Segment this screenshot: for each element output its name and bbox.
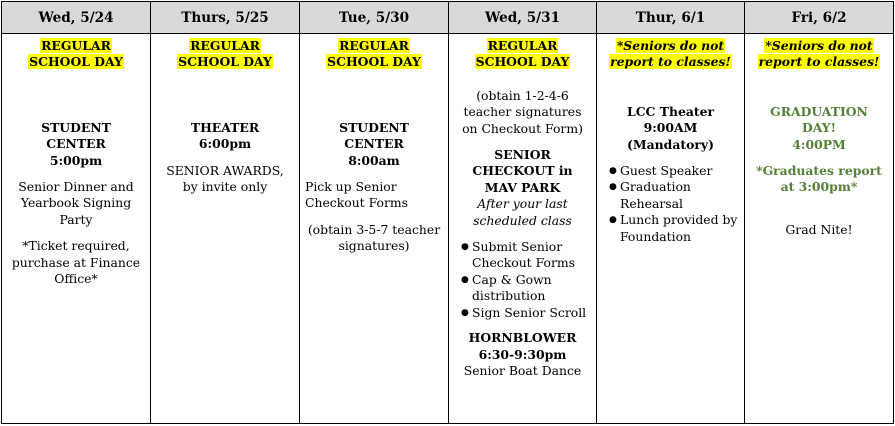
second-event-description: Senior Boat Dance (463, 362, 582, 378)
rehearsal-list (609, 163, 744, 245)
list-item: ● Submit Senior Checkout Forms (461, 239, 596, 272)
day-cell-wed-5-31 (449, 34, 597, 424)
second-event: HORNBLOWER 6:30-9:30pm (468, 330, 577, 362)
list-item: ● Sign Senior Scroll (461, 305, 596, 321)
graduation-title: GRADUATION DAY! 4:00PM (770, 103, 868, 152)
signature-note: (obtain 1-2-4-6 teacher signatures on Checkout Form) (462, 87, 583, 136)
event-location: SENIOR CHECKOUT in MAV PARK (472, 147, 573, 195)
day-status: REGULAR SCHOOL DAY (327, 38, 421, 70)
date-header-fri-6-2: Fri, 6/2 (745, 2, 894, 34)
body-row (2, 34, 894, 424)
signature-note: (obtain 3-5-7 teacher signatures) (307, 221, 441, 254)
no-class-alert: *Seniors do not report to classes! (758, 38, 880, 70)
date-header-wed-5-24: Wed, 5/24 (2, 2, 151, 34)
event-description: SENIOR AWARDS, by invite only (166, 162, 284, 195)
day-status: REGULAR SCHOOL DAY (475, 38, 570, 70)
senior-week-schedule (1, 1, 894, 424)
day-cell-thu-5-25 (151, 34, 300, 424)
event-description: Senior Dinner and Yearbook Signing Party (18, 179, 134, 227)
checkout-task-list (461, 239, 596, 321)
date-header-thu-5-25: Thurs, 5/25 (151, 2, 300, 34)
event-location: LCC Theater 9:00AM (Mandatory) (626, 103, 715, 152)
list-item: ● Lunch provided by Foundation (609, 212, 744, 245)
no-class-alert: *Seniors do not report to classes! (610, 38, 731, 70)
list-item: ● Cap & Gown distribution (461, 272, 596, 305)
date-header-wed-5-31: Wed, 5/31 (449, 2, 597, 34)
day-cell-thu-6-1 (597, 34, 745, 424)
date-header-thu-6-1: Thur, 6/1 (597, 2, 745, 34)
day-cell-tue-5-30 (300, 34, 449, 424)
event-location: THEATER 6:00pm (190, 119, 260, 152)
event-subtitle: After your last scheduled class (473, 196, 572, 228)
day-status: REGULAR SCHOOL DAY (29, 38, 123, 70)
day-cell-wed-5-24 (2, 34, 151, 424)
grad-nite: Grad Nite! (785, 221, 853, 237)
ticket-note: *Ticket required, purchase at Finance Office* (11, 238, 141, 287)
header-row (2, 2, 894, 34)
event-location: STUDENT CENTER 8:00am (339, 119, 409, 168)
day-status: REGULAR SCHOOL DAY (178, 38, 272, 70)
date-header-tue-5-30: Tue, 5/30 (300, 2, 449, 34)
list-item: ● Graduation Rehearsal (609, 179, 744, 212)
event-description: Pick up Senior Checkout Forms (305, 179, 409, 211)
report-time-note: *Graduates report at 3:00pm* (756, 163, 882, 195)
list-item: ● Guest Speaker (609, 163, 744, 179)
event-location: STUDENT CENTER 5:00pm (41, 119, 111, 168)
day-cell-fri-6-2 (745, 34, 894, 424)
